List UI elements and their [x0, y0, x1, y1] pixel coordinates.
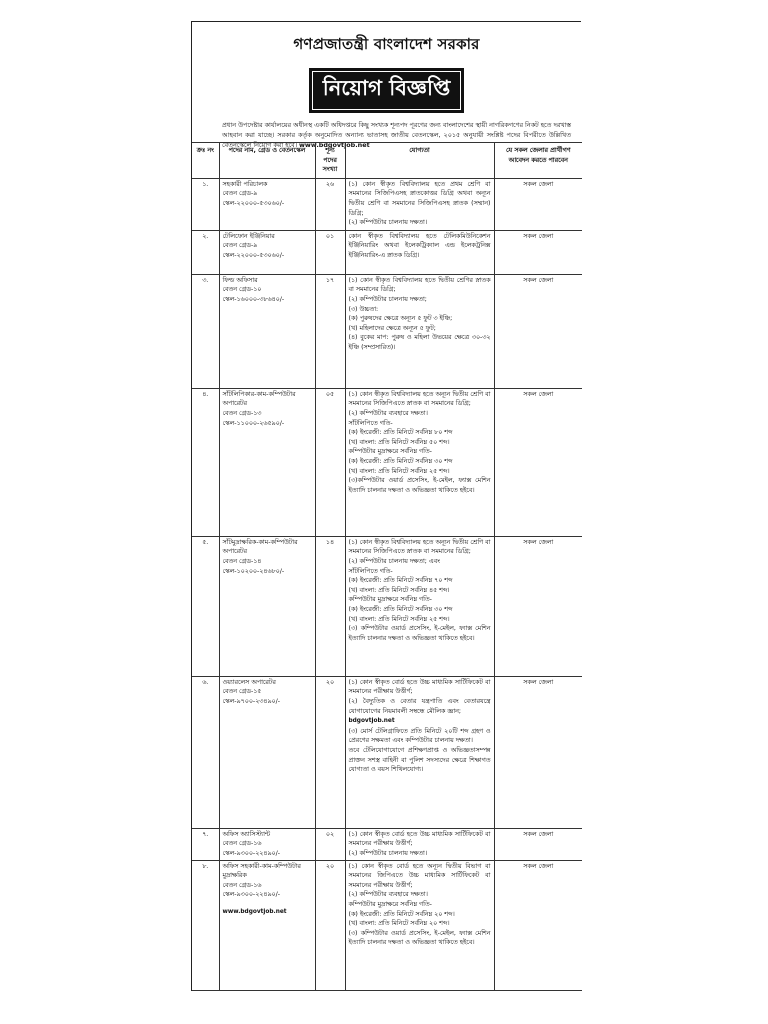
row-qualification — [345, 676, 494, 828]
table-row — [192, 828, 582, 860]
qualification-item: (৪) বুকের মাপ: পুরুষ ও মহিলা উভয়ের ক্ষেত্রে ৩০-৩২ ইঞ্চি (সম্প্রসারিত)। — [348, 334, 491, 351]
qualification-item: (২) কম্পিউটার চালনায় দক্ষতা; — [348, 295, 427, 303]
qualification-item: (১) কোন স্বীকৃত বিশ্ববিদ্যালয় হতে অন্যূন দ্বিতীয় শ্রেণি বা সমমানের সিজিপিএতে স্নাতক বা সমমানের ডিগ্রি; — [348, 538, 491, 556]
intro-text: প্রধান উপদেষ্টার কার্যালয়ের অধীনস্থ একটি অধিদপ্তরে কিছু সংখ্যক শূন্যপদ পূরণের জন্য বাংলাদেশের স্থায়ী নাগরিকগণের নিকট হতে দরখাস্ত আহবান করা যাচ্ছে। সরকার কর্তৃক অনুমোদিত অন্যান্য ভাতাসহ জাতীয় বেতনস্কেল, ২০১৫ অনুযায়ী সংশ্লিষ্ট পদের বিপরীতে উল্লিখিত বেতনস্কেলে নিয়োগ করা হবে। — [222, 121, 571, 149]
post-title: সহকারী পরিচালক — [222, 180, 268, 188]
qualification-item: (খ) মহিলাদের ক্ষেত্রে অন্যূন ৫ ফুট; — [348, 324, 436, 332]
row-qualification — [345, 230, 494, 274]
qualification-item: (২) কম্পিউটার চালনায় দক্ষতা; এবং — [348, 557, 440, 565]
qualification-item: (ক) পুরুষদের ক্ষেত্রে অন্যূন ৫ ফুট ৩ ইঞ্চি; — [348, 315, 453, 323]
post-scale: স্কেল-১০২০০-২৪৬৮০/- — [222, 567, 285, 575]
post-scale: স্কেল-২২০০০-৫৩০৬০/- — [222, 199, 285, 207]
row-district: সকল জেলা — [494, 860, 582, 990]
qualification-item: (ক) ইংরেজী: প্রতি মিনিটে সর্বনিম্ন ৩০ শব্দ — [348, 605, 453, 613]
row-district: সকল জেলা — [494, 178, 582, 230]
post-scale: স্কেল-১১০০০-২৬৫৯০/- — [222, 419, 285, 427]
row-qualification — [345, 536, 494, 676]
row-district: সকল জেলা — [494, 676, 582, 828]
qualification-item: (৩)কম্পিউটার ওয়ার্ড প্রসেসিং, ই-মেইল, ফ্যাক্স মেশিন ইত্যাদি চালনার দক্ষতা ও অভিজ্ঞতা থাকিতে হইবে। — [348, 477, 491, 494]
qualification-item: (ক) ইংরেজী: প্রতি মিনিটে সর্বনিম্ন ৭০ শব্দ — [348, 577, 453, 585]
post-scale: স্কেল-৯৩০০-২২৪৯০/- — [222, 849, 281, 857]
row-district: সকল জেলা — [494, 536, 582, 676]
row-serial: ৪. — [192, 388, 219, 536]
row-serial: ২. — [192, 230, 219, 274]
post-grade: বেতন গ্রেড-৯ — [222, 242, 258, 250]
qualification-item: (১) কোন স্বীকৃত বিশ্ববিদ্যালয় হতে প্রথম শ্রেণি বা সমমানের সিজিপিএসহ স্নাতকোত্তর ডিগ্রি অথবা অন্যূন দ্বিতীয় শ্রেণি বা সমমানের সিজিপিএসহ স্নাতক (সম্মান) ডিগ্রি; — [348, 180, 491, 217]
qualification-item: (৩) কম্পিউটার ওয়ার্ড প্রসেসিং, ই-মেইল, ফ্যাক্স মেশিন ইত্যাদি চালনার দক্ষতা ও অভিজ্ঞতা থাকিতে হইবে। — [348, 625, 491, 642]
row-vacancy: ০১ — [315, 230, 345, 274]
row-post — [219, 536, 315, 676]
qualification-item: (খ) বাংলা: প্রতি মিনিটে সর্বনিম্ন ৪৫ শব্দ। — [348, 586, 450, 594]
post-scale: স্কেল-১৬০০০-৩৮৬৪০/- — [222, 295, 285, 303]
row-post — [219, 388, 315, 536]
row-post — [219, 274, 315, 388]
row-post — [219, 828, 315, 860]
post-grade: বেতন গ্রেড-৯ — [222, 190, 258, 198]
intro-website: www.bdgovtjob.net — [299, 141, 370, 149]
qualification-item: (ক) ইংরেজী: প্রতি মিনিটে সর্বনিম্ন ৮০ শব্দ — [348, 429, 453, 437]
header-post: পদের নাম, গ্রেড ও বেতনস্কেল — [219, 143, 315, 179]
row-qualification — [345, 388, 494, 536]
post-grade: বেতন গ্রেড-১৬ — [222, 881, 262, 889]
table-row — [192, 676, 582, 828]
qualification-item: সাঁটলিপিতে গতি- — [348, 419, 393, 427]
posts-table — [192, 142, 582, 991]
qualification-item: (৩) কম্পিউটার ওয়ার্ড প্রসেসিং, ই-মেইল, ফ্যাক্স মেশিন ইত্যাদি চালনার দক্ষতা ও অভিজ্ঞতা থাকিতে হইবে। — [348, 929, 491, 947]
row-serial: ৩. — [192, 274, 219, 388]
qualification-item: (২) কম্পিউটার ব্যবহারে দক্ষতা। — [348, 891, 428, 899]
qualification-item: (খ) বাংলা: প্রতি মিনিটে সর্বনিম্ন ৫০ শব্দ। — [348, 438, 450, 446]
header-district: যে সকল জেলার প্রার্থীগণ আবেদন করতে পারবেন — [494, 143, 582, 179]
row-district: সকল জেলা — [494, 274, 582, 388]
qualification-item: (১) কোন স্বীকৃত বিশ্ববিদ্যালয় হতে অন্যূন দ্বিতীয় শ্রেণি বা সমমানের সিজিপিএতে স্নাতক বা সমমানের ডিগ্রি; — [348, 390, 491, 408]
qualification-item: (২) কম্পিউটার চালনায় দক্ষতা। — [348, 849, 428, 857]
table-body — [192, 178, 582, 990]
qualification-item: কোন স্বীকৃত বিশ্ববিদ্যালয় হতে টেলিকমিউনিকেশন ইঞ্জিনিয়ারিং অথবা ইলেকট্রিক্যাল এন্ড ইলেকট্রনিক্স ইঞ্জিনিয়ারিং-এ স্নাতক ডিগ্রি। — [348, 232, 491, 259]
qualification-website: bdgovtjob.net — [348, 718, 395, 725]
qualification-item: (৩) মোর্স টেলিগ্রাফিতে প্রতি মিনিটে ২০টি শব্দ গ্রহণ ও প্রেরণের সক্ষমতা এবং কম্পিউটার চালনায় দক্ষতা। — [348, 727, 491, 745]
table-row — [192, 178, 582, 230]
post-title: টেলিফোন ইঞ্জিনিয়ার — [222, 232, 275, 240]
table-header-row — [192, 143, 582, 179]
government-title: গণপ্রজাতন্ত্রী বাংলাদেশ সরকার — [293, 35, 480, 53]
post-scale: স্কেল-৯৩০০-২২৪৯০/- — [222, 891, 281, 899]
table-row — [192, 230, 582, 274]
row-vacancy: ২০ — [315, 860, 345, 990]
qualification-item: (খ) বাংলা: প্রতি মিনিটে সর্বনিম্ন ২০ শব্দ। — [348, 920, 450, 928]
header-serial: ক্রঃ নং — [192, 143, 219, 179]
row-district: সকল জেলা — [494, 828, 582, 860]
row-serial: ৫. — [192, 536, 219, 676]
table-row — [192, 388, 582, 536]
row-qualification — [345, 860, 494, 990]
post-scale: স্কেল-২২০০০-৫৩০৬০/- — [222, 251, 285, 259]
row-district: সকল জেলা — [494, 388, 582, 536]
row-post — [219, 676, 315, 828]
qualification-item: তবে টেলিযোগাযোগে প্রশিক্ষণপ্রাপ্ত ও অভিজ্ঞতাসম্পন্ন প্রাক্তন সশস্ত্র বাহিনী বা পুলিশ সদস্যদের ক্ষেত্রে শিক্ষাগত যোগ্যতা ও বয়স শিথিলযোগ্য। — [348, 746, 491, 774]
qualification-item: (১) কোন স্বীকৃত বিশ্ববিদ্যালয় হতে দ্বিতীয় শ্রেণির স্নাতক বা সমমানের ডিগ্রি; — [348, 276, 491, 294]
row-vacancy: ২৬ — [315, 178, 345, 230]
qualification-item: (১) কোন স্বীকৃত বোর্ড হতে উচ্চ মাধ্যমিক সার্টিফিকেট বা সমমানের পরীক্ষায় উত্তীর্ণ; — [348, 830, 491, 848]
qualification-item: (খ) বাংলা: প্রতি মিনিটে সর্বনিম্ন ২৫ শব্দ। — [348, 467, 450, 475]
qualification-item: কম্পিউটার মুদ্রাক্ষরে সর্বনিম্ন গতি- — [348, 900, 432, 908]
table-row — [192, 860, 582, 990]
qualification-item: (১) কোন স্বীকৃত বোর্ড হতে উচ্চ মাধ্যমিক সার্টিফিকেট বা সমমানের পরীক্ষায় উত্তীর্ণ; — [348, 678, 491, 696]
qualification-item: (খ) বাংলা: প্রতি মিনিটে সর্বনিম্ন ২৫ শব্দ। — [348, 615, 450, 623]
post-website: www.bdgovtjob.net — [222, 908, 287, 915]
post-title: সাঁটমুদ্রাক্ষরিক-কাম-কম্পিউটার অপারেটর — [222, 538, 298, 556]
row-qualification — [345, 828, 494, 860]
post-title: সাঁটলিপিকার-কাম-কম্পিউটার অপারেটর — [222, 390, 296, 408]
post-title: ফিল্ড অফিসার — [222, 276, 258, 284]
post-title: ওয়্যারলেস অপারেটর — [222, 678, 276, 686]
table-row — [192, 536, 582, 676]
post-title: অফিস সহকারী-কাম-কম্পিউটার মুদ্রাক্ষরিক — [222, 862, 301, 880]
row-vacancy: ০৫ — [315, 388, 345, 536]
post-scale: স্কেল-৯৭০০-২৩৪৯০/- — [222, 697, 281, 705]
row-vacancy: ২০ — [315, 676, 345, 828]
circular-heading: নিয়োগ বিজ্ঞপ্তি — [309, 68, 465, 113]
qualification-item: (ক) ইংরেজী: প্রতি মিনিটে সর্বনিম্ন ২০ শব্দ। — [348, 910, 455, 918]
row-qualification — [345, 178, 494, 230]
header-qualification: যোগ্যতা — [345, 143, 494, 179]
row-serial: ১. — [192, 178, 219, 230]
post-grade: বেতন গ্রেড-১৫ — [222, 688, 262, 696]
heading-banner-wrap — [192, 68, 581, 113]
row-qualification — [345, 274, 494, 388]
row-serial: ৭. — [192, 828, 219, 860]
qualification-item: (ক) ইংরেজী: প্রতি মিনিটে সর্বনিম্ন ৩০ শব্দ — [348, 457, 453, 465]
post-grade: বেতন গ্রেড-১৪ — [222, 557, 262, 565]
header-vacancy: শূন্য পদের সংখ্যা — [315, 143, 345, 179]
post-grade: বেতন গ্রেড-১৬ — [222, 840, 262, 848]
qualification-item: কম্পিউটার মুদ্রাক্ষরে সর্বনিম্ন গতি- — [348, 596, 432, 604]
row-post — [219, 230, 315, 274]
post-grade: বেতন গ্রেড-১৩ — [222, 409, 262, 417]
qualification-item: (৩) উচ্চতা: — [348, 305, 379, 313]
qualification-item: (২) কম্পিউটার চালনায় দক্ষতা। — [348, 219, 428, 227]
row-serial: ৬. — [192, 676, 219, 828]
row-post — [219, 860, 315, 990]
row-vacancy: ০২ — [315, 828, 345, 860]
qualification-item: (২) কম্পিউটার ব্যবহারে দক্ষতা। — [348, 409, 428, 417]
qualification-item: (২) বৈদ্যুতিক ও বেতার যন্ত্রপাতি এবং বেতারযন্ত্রে যোগাযোগের নিয়মাবলী সম্বন্ধে মৌলিক জ্ঞান; — [348, 697, 491, 715]
table-row — [192, 274, 582, 388]
row-serial: ৮. — [192, 860, 219, 990]
row-vacancy: ১৭ — [315, 274, 345, 388]
row-vacancy: ১৪ — [315, 536, 345, 676]
job-circular — [191, 21, 581, 991]
qualification-item: কম্পিউটার মুদ্রাক্ষরে সর্বনিম্ন গতি- — [348, 448, 432, 456]
row-post — [219, 178, 315, 230]
qualification-item: সাঁটলিপিতে গতি- — [348, 567, 393, 575]
qualification-item: (১) কোন স্বীকৃত বোর্ড হতে অন্যূন দ্বিতীয় বিভাগ বা সমমানের জিপিএতে উচ্চ মাধ্যমিক সার্টিফিকেট বা সমমানের পরীক্ষায় উত্তীর্ণ; — [348, 862, 491, 889]
row-district: সকল জেলা — [494, 230, 582, 274]
post-grade: বেতন গ্রেড-১০ — [222, 286, 262, 294]
post-title: অফিস অ্যাসিস্ট্যান্ট — [222, 830, 270, 838]
